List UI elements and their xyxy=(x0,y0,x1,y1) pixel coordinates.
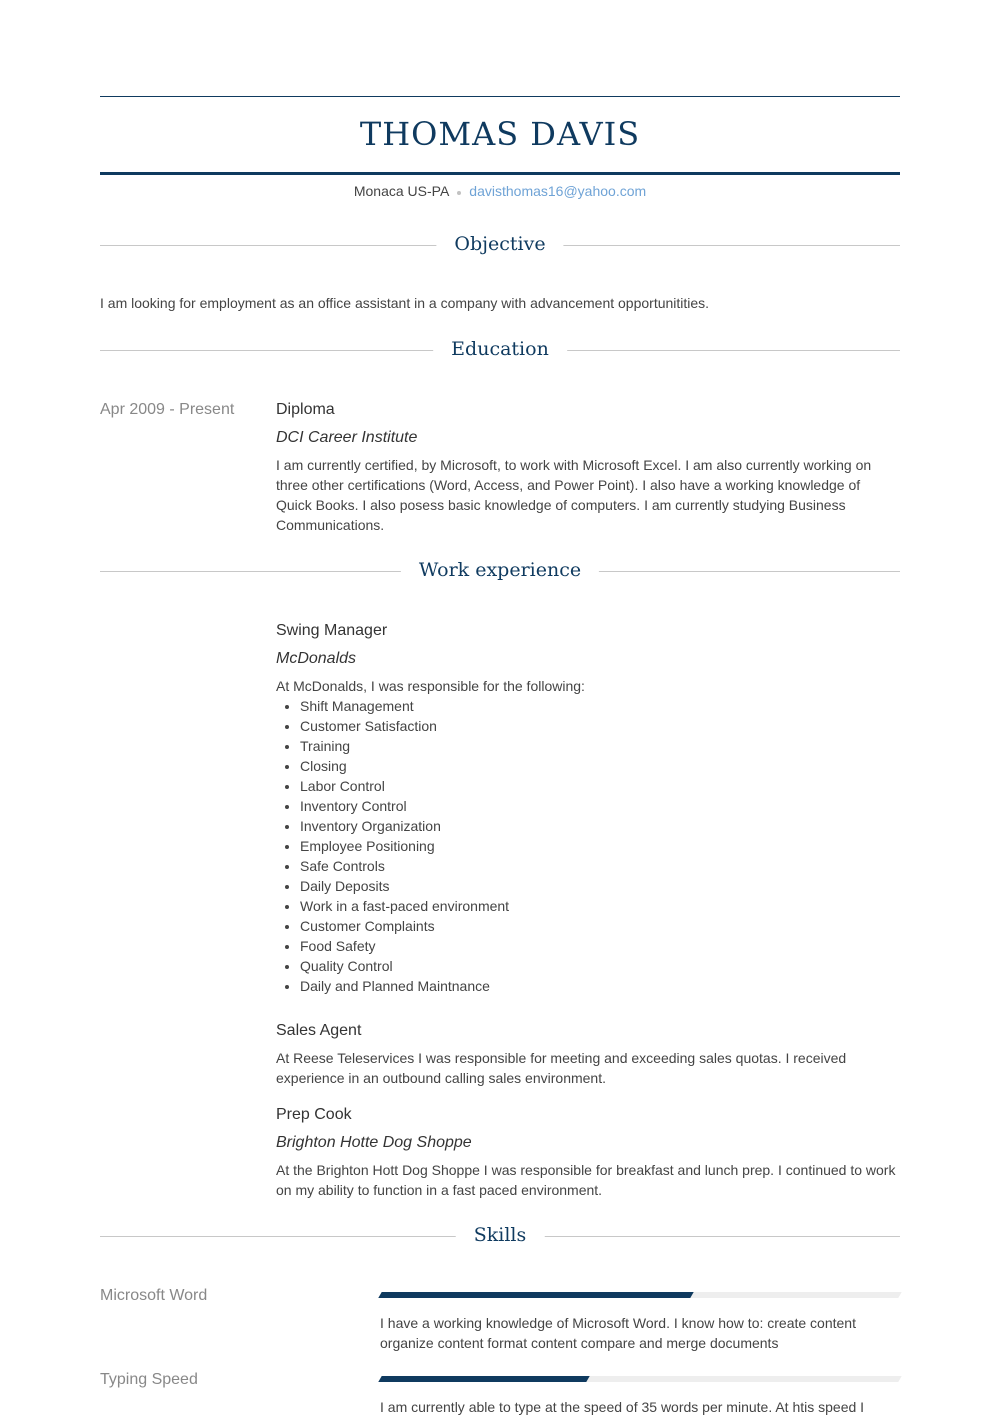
list-item: • Training xyxy=(300,736,896,756)
list-item: • Daily Deposits xyxy=(300,876,896,896)
list-item: • Customer Complaints xyxy=(300,916,896,936)
list-item: • Customer Satisfaction xyxy=(300,716,896,736)
work-section-header xyxy=(100,555,900,585)
job-title-prep-cook: Prep Cook xyxy=(276,1106,352,1123)
job-description-prep-cook: At the Brighton Hott Dog Shoppe I was responsible for breakfast and lunch prep. I continued to work on my ability to function in a fast paced environment. xyxy=(276,1162,896,1198)
list-item: • Closing xyxy=(300,756,896,776)
list-item: • Inventory Organization xyxy=(300,816,896,836)
job-title-sales-agent: Sales Agent xyxy=(276,1022,362,1039)
list-item: • Daily and Planned Maintnance xyxy=(300,976,896,996)
list-item: • Shift Management xyxy=(300,696,896,716)
list-item: • Employee Positioning xyxy=(300,836,896,856)
section-title-objective: Objective xyxy=(436,229,563,259)
skill-bar-word xyxy=(378,1292,901,1298)
list-item: • Food Safety xyxy=(300,936,896,956)
list-item: • Work in a fast-paced environment xyxy=(300,896,896,916)
objective-text: I am looking for employment as an office assistant in a company with advancement opportunitities. xyxy=(100,295,710,311)
section-title-education: Education xyxy=(433,334,567,364)
job-duties-list xyxy=(276,696,896,996)
education-description: I am currently certified, by Microsoft, to work with Microsoft Excel. I am also currently working on three other certifications (Word, Access, and Power Point). I also have a working knowledge of Quick Books. I also posess basic knowledge of computers. I am currently studying Business Communications. xyxy=(276,457,872,533)
job-company-brighton: Brighton Hotte Dog Shoppe xyxy=(276,1134,472,1151)
contact-line xyxy=(100,181,900,201)
education-degree: Diploma xyxy=(276,401,335,418)
contact-email-link[interactable]: davisthomas16@yahoo.com xyxy=(469,183,647,199)
candidate-name: THOMAS DAVIS xyxy=(359,115,641,153)
header-top-rule xyxy=(100,96,900,97)
skill-description-word: I have a working knowledge of Microsoft Word. I know how to: create content organize content format content compare and merge documents xyxy=(380,1315,856,1351)
contact-location: Monaca US-PA xyxy=(353,183,450,199)
job-intro-mcdonalds: At McDonalds, I was responsible for the following: xyxy=(276,678,585,694)
education-date: Apr 2009 - Present xyxy=(100,401,235,418)
separator-dot-icon xyxy=(457,191,461,195)
skill-name-word: Microsoft Word xyxy=(100,1287,208,1304)
list-item: • Safe Controls xyxy=(300,856,896,876)
skill-bar-fill-word xyxy=(378,1292,693,1298)
job-company-mcdonalds: McDonalds xyxy=(276,650,357,667)
section-title-skills: Skills xyxy=(456,1220,545,1250)
education-school: DCI Career Institute xyxy=(276,429,418,446)
skill-description-typing: I am currently able to type at the speed of 35 words per minute. At htis speed I xyxy=(380,1399,865,1415)
section-title-work: Work experience xyxy=(401,555,599,585)
skill-bar-typing xyxy=(378,1376,901,1382)
objective-section-header xyxy=(100,229,900,259)
list-item: • Labor Control xyxy=(300,776,896,796)
job-description-sales-agent: At Reese Teleservices I was responsible for meeting and exceeding sales quotas. I received experience in an outbound calling sales environment. xyxy=(276,1050,847,1086)
education-section-header xyxy=(100,334,900,364)
header-bottom-rule xyxy=(100,172,900,175)
job-title-swing-manager: Swing Manager xyxy=(276,622,388,639)
skill-name-typing: Typing Speed xyxy=(100,1371,198,1388)
list-item: • Inventory Control xyxy=(300,796,896,816)
list-item: • Quality Control xyxy=(300,956,896,976)
skill-bar-fill-typing xyxy=(378,1376,589,1382)
skills-section-header xyxy=(100,1220,900,1250)
